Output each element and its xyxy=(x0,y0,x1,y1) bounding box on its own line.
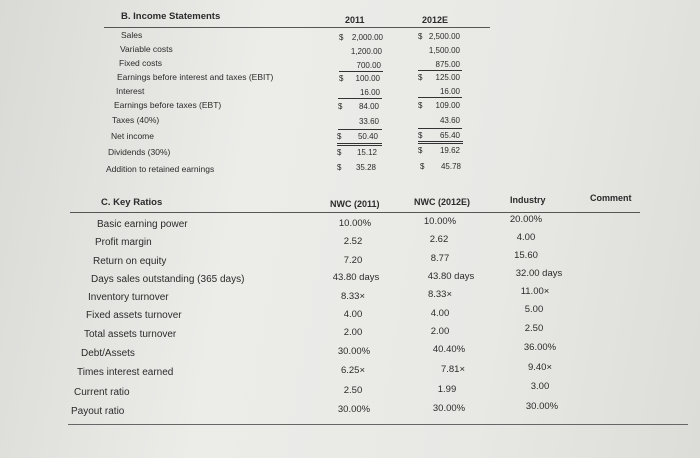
is-label-interest: Interest xyxy=(116,86,145,96)
is-2011-sales: 2,000.00 xyxy=(351,33,383,42)
industry-profit-margin: 4.00 xyxy=(516,232,536,243)
ratio-label-tie: Times interest earned xyxy=(77,367,174,378)
industry-fixed-assets-turnover: 5.00 xyxy=(524,304,544,315)
nwc2011-bep: 10.00% xyxy=(338,218,372,229)
dollar-sign: $ xyxy=(339,33,344,42)
income-statement-title: B. Income Statements xyxy=(121,11,221,22)
ratio-label-payout: Payout ratio xyxy=(71,406,125,417)
double-underline xyxy=(337,143,382,144)
dollar-sign: $ xyxy=(418,146,423,155)
industry-bep: 20.00% xyxy=(509,214,543,225)
dollar-sign: $ xyxy=(339,74,344,83)
is-2011-net-income: 50.40 xyxy=(357,132,378,141)
nwc2011-tie: 6.25× xyxy=(340,365,366,376)
nwc2012-tie: 7.81× xyxy=(440,364,466,375)
ratio-label-dso: Days sales outstanding (365 days) xyxy=(91,274,245,285)
ratio-label-inventory-turnover: Inventory turnover xyxy=(88,292,169,303)
nwc2011-debt-assets: 30.00% xyxy=(337,346,371,357)
is-2011-interest: 16.00 xyxy=(359,88,380,97)
underline xyxy=(418,128,462,129)
ratios-header-rule xyxy=(70,212,640,213)
col-header-2011: 2011 xyxy=(345,15,365,25)
dollar-sign: $ xyxy=(420,162,425,171)
is-2011-fixed-costs: 700.00 xyxy=(356,61,381,70)
dollar-sign: $ xyxy=(418,73,423,82)
is-2012-dividends: 19.62 xyxy=(439,146,460,155)
is-2011-retained: 35.28 xyxy=(355,163,376,172)
nwc2012-inventory-turnover: 8.33× xyxy=(427,289,453,300)
ratio-label-bep: Basic earning power xyxy=(97,219,188,230)
nwc2011-fixed-assets-turnover: 4.00 xyxy=(343,309,363,320)
nwc2012-bep: 10.00% xyxy=(423,216,457,227)
is-label-sales: Sales xyxy=(121,30,143,40)
header-nwc-2012e: NWC (2012E) xyxy=(414,197,471,207)
industry-current-ratio: 3.00 xyxy=(530,381,550,392)
is-2012-sales: 2,500.00 xyxy=(428,32,460,41)
industry-tie: 9.40× xyxy=(527,362,553,373)
is-2011-ebit: 100.00 xyxy=(355,74,380,83)
is-2012-retained: 45.78 xyxy=(440,162,461,171)
is-label-ebit: Earnings before interest and taxes (EBIT) xyxy=(117,72,274,82)
industry-payout: 30.00% xyxy=(525,401,559,412)
is-2012-fixed-costs: 875.00 xyxy=(435,60,460,69)
double-underline xyxy=(418,141,463,142)
nwc2011-dso: 43.80 days xyxy=(332,272,380,283)
nwc2012-dso: 43.80 days xyxy=(427,271,475,282)
dollar-sign: $ xyxy=(418,131,423,140)
nwc2011-inventory-turnover: 8.33× xyxy=(340,291,366,302)
nwc2011-payout: 30.00% xyxy=(337,404,371,415)
industry-dso: 32.00 days xyxy=(515,268,563,279)
double-underline xyxy=(418,143,463,144)
dollar-sign: $ xyxy=(337,132,342,141)
is-2011-dividends: 15.12 xyxy=(356,148,377,157)
industry-total-assets-turnover: 2.50 xyxy=(524,323,544,334)
dollar-sign: $ xyxy=(337,148,342,157)
nwc2012-payout: 30.00% xyxy=(432,403,466,414)
industry-roe: 15.60 xyxy=(514,250,538,261)
underline xyxy=(418,70,462,71)
header-comment: Comment xyxy=(590,193,632,203)
ratio-label-debt-assets: Debt/Assets xyxy=(81,348,135,359)
nwc2011-current-ratio: 2.50 xyxy=(343,385,363,396)
industry-inventory-turnover: 11.00× xyxy=(520,286,550,297)
is-2012-interest: 16.00 xyxy=(439,87,460,96)
ratio-label-roe: Return on equity xyxy=(93,256,167,267)
col-header-2012e: 2012E xyxy=(422,15,449,25)
is-2012-variable-costs: 1,500.00 xyxy=(428,46,460,55)
dollar-sign: $ xyxy=(337,163,342,172)
dollar-sign: $ xyxy=(338,102,343,111)
ratio-label-profit-margin: Profit margin xyxy=(95,237,152,248)
is-2011-ebt: 84.00 xyxy=(358,102,379,111)
is-label-net-income: Net income xyxy=(111,131,154,141)
nwc2012-profit-margin: 2.62 xyxy=(429,234,449,245)
is-2011-variable-costs: 1,200.00 xyxy=(350,47,382,56)
is-2012-ebt: 109.00 xyxy=(435,101,460,110)
bottom-rule xyxy=(68,424,688,425)
is-label-taxes: Taxes (40%) xyxy=(112,115,160,125)
nwc2011-roe: 7.20 xyxy=(343,255,363,266)
is-2011-taxes: 33.60 xyxy=(358,117,379,126)
double-underline xyxy=(337,145,382,146)
nwc2012-fixed-assets-turnover: 4.00 xyxy=(430,308,450,319)
nwc2012-debt-assets: 40.40% xyxy=(432,344,466,355)
industry-debt-assets: 36.00% xyxy=(523,342,557,353)
is-label-variable-costs: Variable costs xyxy=(120,44,173,54)
key-ratios-title: C. Key Ratios xyxy=(101,197,163,208)
dollar-sign: $ xyxy=(418,101,423,110)
nwc2011-profit-margin: 2.52 xyxy=(343,236,363,247)
is-2012-taxes: 43.60 xyxy=(439,116,460,125)
underline xyxy=(338,129,382,130)
is-label-dividends: Dividends (30%) xyxy=(108,147,171,157)
underline xyxy=(418,97,462,98)
header-nwc-2011: NWC (2011) xyxy=(330,199,380,209)
header-rule xyxy=(104,27,490,28)
nwc2011-total-assets-turnover: 2.00 xyxy=(343,327,363,338)
header-industry: Industry xyxy=(510,195,546,205)
ratio-label-fixed-assets-turnover: Fixed assets turnover xyxy=(86,310,182,321)
ratio-label-current-ratio: Current ratio xyxy=(74,387,130,398)
is-2012-ebit: 125.00 xyxy=(435,73,460,82)
nwc2012-current-ratio: 1.99 xyxy=(437,384,457,395)
underline xyxy=(339,71,383,72)
is-label-retained-earnings: Addition to retained earnings xyxy=(106,164,215,174)
nwc2012-roe: 8.77 xyxy=(430,253,450,264)
is-label-fixed-costs: Fixed costs xyxy=(119,58,162,68)
is-2012-net-income: 65.40 xyxy=(439,131,460,140)
is-label-ebt: Earnings before taxes (EBT) xyxy=(114,100,222,110)
dollar-sign: $ xyxy=(418,32,423,41)
nwc2012-total-assets-turnover: 2.00 xyxy=(430,326,450,337)
underline xyxy=(338,98,382,99)
ratio-label-total-assets-turnover: Total assets turnover xyxy=(84,329,177,340)
